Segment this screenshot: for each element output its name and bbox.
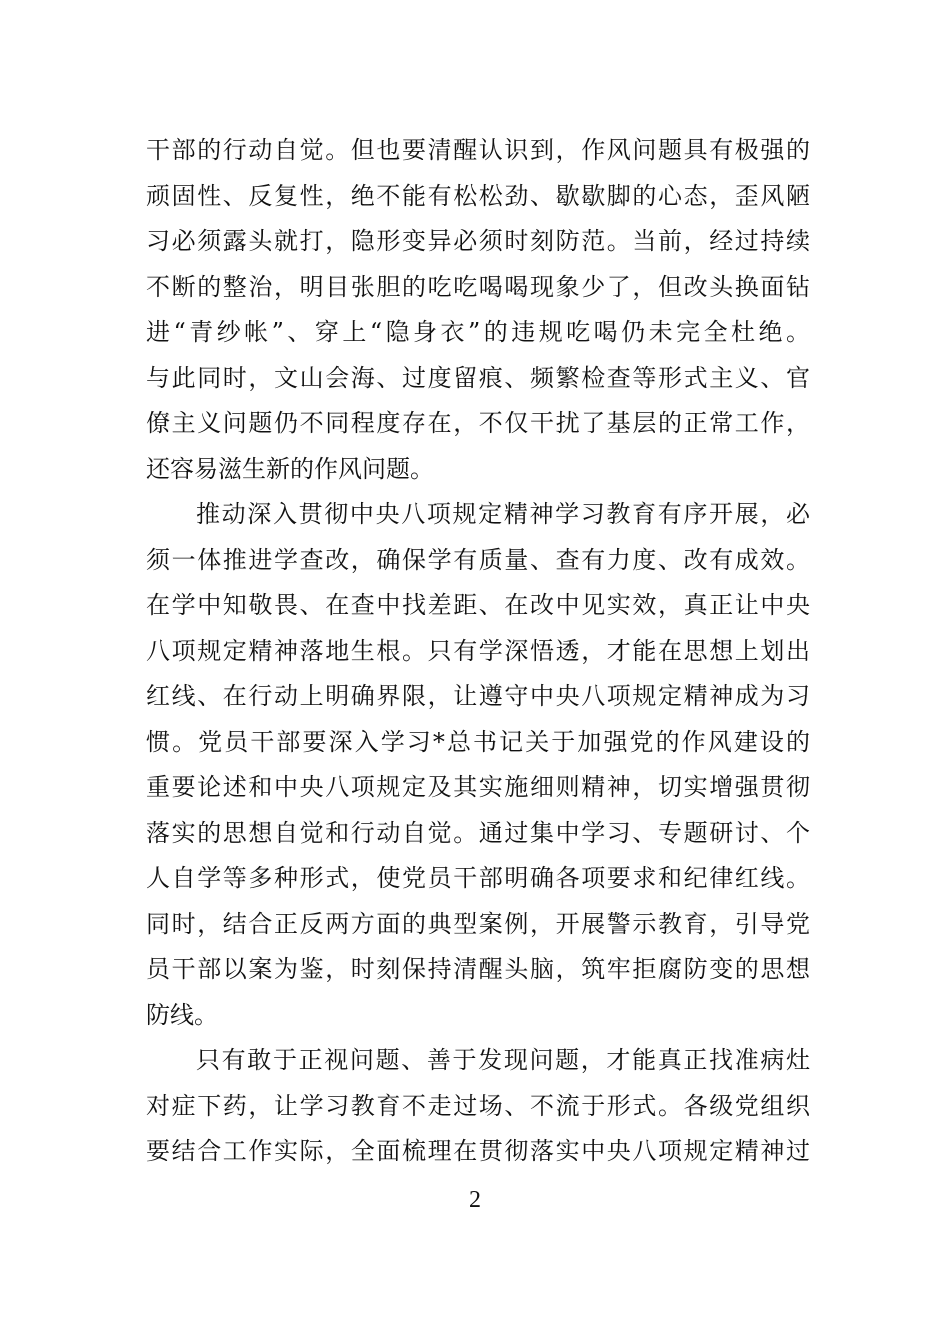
- text-line: 人自学等多种形式，使党员干部明确各项要求和纪律红线。: [146, 864, 810, 892]
- text-line: 落实的思想自觉和行动自觉。通过集中学习、专题研讨、个: [146, 818, 810, 847]
- text-line: 僚主义问题仍不同程度存在，不仅干扰了基层的正常工作，: [146, 409, 810, 437]
- text-line: 顽固性、反复性，绝不能有松松劲、歇歇脚的心态，歪风陋: [146, 181, 810, 210]
- text-line: 要结合工作实际，全面梳理在贯彻落实中央八项规定精神过: [146, 1137, 810, 1165]
- paragraph-first-line: 只有敢于正视问题、善于发现问题，才能真正找准病灶: [196, 1046, 810, 1074]
- text-line: 进“青纱帐”、穿上“隐身衣”的违规吃喝仍未完全杜绝。: [146, 318, 810, 346]
- text-line: 与此同时，文山会海、过度留痕、频繁检查等形式主义、官: [146, 363, 810, 392]
- text-line: 员干部以案为鉴，时刻保持清醒头脑，筑牢拒腐防变的思想: [146, 955, 810, 983]
- text-line: 须一体推进学查改，确保学有质量、查有力度、改有成效。: [146, 545, 810, 574]
- text-line: 在学中知敬畏、在查中找差距、在改中见实效，真正让中央: [146, 591, 810, 619]
- text-line: 对症下药，让学习教育不走过场、不流于形式。各级党组织: [146, 1091, 810, 1120]
- text-line: 防线。: [146, 1000, 218, 1029]
- paragraph-first-line: 推动深入贯彻中央八项规定精神学习教育有序开展，必: [196, 500, 810, 528]
- text-line: 惯。党员干部要深入学习*总书记关于加强党的作风建设的: [146, 727, 810, 756]
- text-line: 重要论述和中央八项规定及其实施细则精神，切实增强贯彻: [146, 773, 810, 801]
- text-line: 干部的行动自觉。但也要清醒认识到，作风问题具有极强的: [146, 136, 810, 164]
- text-line: 还容易滋生新的作风问题。: [146, 454, 434, 483]
- page-number: 2: [469, 1187, 481, 1213]
- text-line: 习必须露头就打，隐形变异必须时刻防范。当前，经过持续: [146, 227, 810, 255]
- text-line: 八项规定精神落地生根。只有学深悟透，才能在思想上划出: [146, 636, 810, 665]
- text-line: 同时，结合正反两方面的典型案例，开展警示教育，引导党: [146, 909, 810, 938]
- text-line: 红线、在行动上明确界限，让遵守中央八项规定精神成为习: [146, 682, 810, 710]
- body-text: [146, 128, 810, 1175]
- text-line: 不断的整治，明目张胆的吃吃喝喝现象少了，但改头换面钻: [146, 272, 810, 301]
